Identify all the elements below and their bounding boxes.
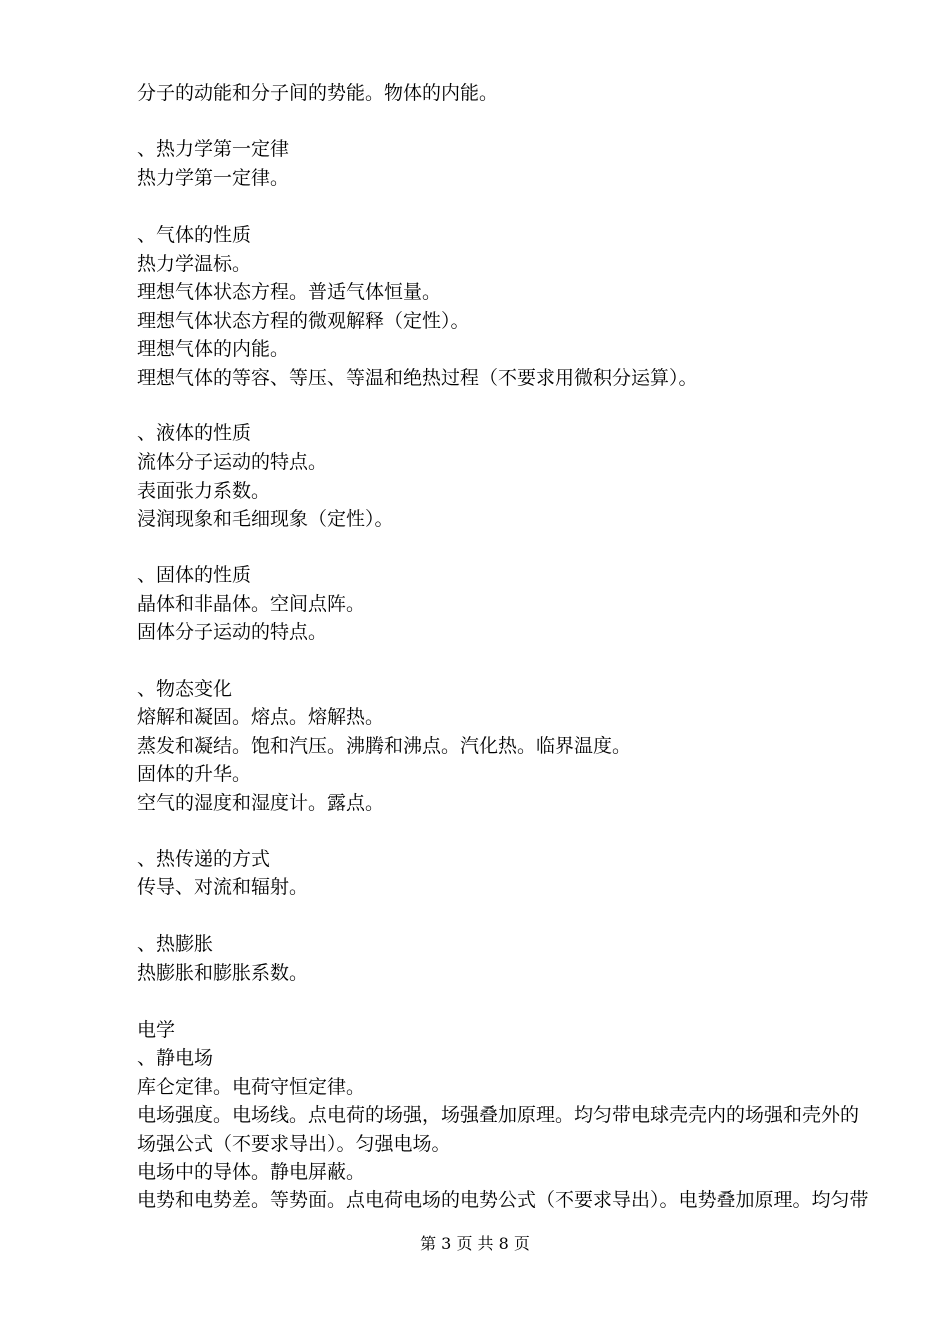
section-heading: 、热膨胀 bbox=[137, 933, 214, 955]
section-heading: 、气体的性质 bbox=[137, 224, 252, 246]
text-line: 固体的升华。 bbox=[137, 763, 252, 785]
text-line: 热膨胀和膨胀系数。 bbox=[137, 962, 309, 984]
text-line: 固体分子运动的特点。 bbox=[137, 621, 328, 643]
text-line: 理想气体的内能。 bbox=[137, 338, 290, 360]
text-line: 浸润现象和毛细现象（定性）。 bbox=[137, 508, 394, 530]
page-footer: 第 3 页 共 8 页 bbox=[420, 1234, 530, 1253]
text-line: 电场中的导体。静电屏蔽。 bbox=[137, 1161, 366, 1183]
text-line: 理想气体状态方程。普适气体恒量。 bbox=[137, 281, 442, 303]
text-line: 蒸发和凝结。饱和汽压。沸腾和沸点。汽化热。临界温度。 bbox=[137, 735, 632, 757]
text-line: 热力学第一定律。 bbox=[137, 167, 290, 189]
chapter-heading: 电学 bbox=[137, 1019, 176, 1041]
text-line: 理想气体的等容、等压、等温和绝热过程（不要求用微积分运算）。 bbox=[137, 367, 698, 389]
text-line: 表面张力系数。 bbox=[137, 480, 271, 502]
section-heading: 、固体的性质 bbox=[137, 564, 252, 586]
text-line: 分子的动能和分子间的势能。物体的内能。 bbox=[137, 82, 499, 104]
text-paragraph: 电场强度。电场线。点电荷的场强，场强叠加原理。均匀带电球壳壳内的场强和壳外的场强公式（不要求导出）。匀强电场。 bbox=[137, 1104, 860, 1155]
text-line: 传导、对流和辐射。 bbox=[137, 876, 309, 898]
section-heading: 、热力学第一定律 bbox=[137, 138, 290, 160]
text-line: 理想气体状态方程的微观解释（定性）。 bbox=[137, 310, 470, 332]
text-line: 晶体和非晶体。空间点阵。 bbox=[137, 593, 366, 615]
text-line: 库仑定律。电荷守恒定律。 bbox=[137, 1076, 366, 1098]
text-line: 热力学温标。 bbox=[137, 253, 252, 275]
text-line: 流体分子运动的特点。 bbox=[137, 451, 328, 473]
text-line: 电势和电势差。等势面。点电荷电场的电势公式（不要求导出）。电势叠加原理。均匀带 bbox=[137, 1189, 869, 1211]
section-heading: 、物态变化 bbox=[137, 678, 233, 700]
section-heading: 、热传递的方式 bbox=[137, 848, 271, 870]
section-heading: 、液体的性质 bbox=[137, 422, 252, 444]
section-heading: 、静电场 bbox=[137, 1047, 214, 1069]
text-line: 空气的湿度和湿度计。露点。 bbox=[137, 792, 385, 814]
text-line: 熔解和凝固。熔点。熔解热。 bbox=[137, 706, 385, 728]
